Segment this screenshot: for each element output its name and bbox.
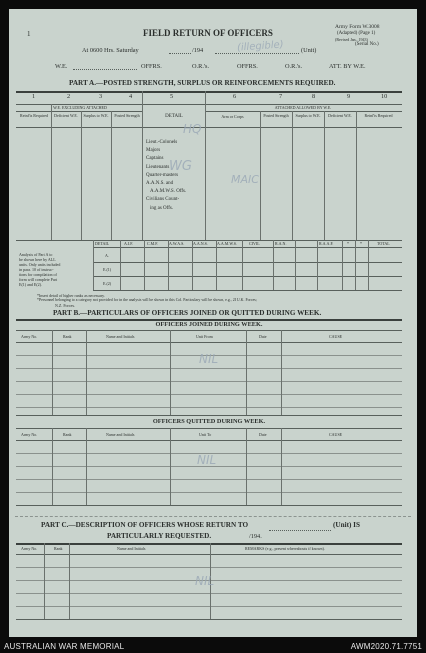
ors-label-2: O.R.'s.	[285, 63, 303, 70]
form-sheet: 1 FIELD RETURN OF OFFICERS Army Form W.3008 (Adapted) (Page 1) (Revised Jan., 1943) (Serial No.) At 0600 Hrs. Saturday /194 (illegible) (Unit) W.E. OFFRS. O.R.'s. OFFRS. O.R.'s. ATT. BY W.E. PART A.—POSTED STRENGTH, SURPLUS OR REINFORCEMENTS REQUIRED. 1 2 3 4 5 6 7 8 9 10 W.E. EXCLUDING ATTACHED ATTACHED ALLOWED BY W.E. Reinf'ts Required Deficient W.E. Surplus to W.E. Posted Strength DETAIL Arm or Corps Posted Strength Surplus to W.E. Deficient W.E. Reinf'ts Required Lieut.-Colonels Majors Captains Lieutenants Quarter-masters A.A.N.S. and A.A.M.W.S. Offs. Civilians Count- ing as Offs. HQ WG MAIC Analysis of Part A to be shown here by ALL units. Only units included in para. 10 of instruc- tions for compilation of form will complete Part E(1) and E(2). DETAIL A.I.F. C.M.F. A.W.A.S. A.A.N.S. A.A.M.W.S. CIVIL R.A.N. R.A.A.F. * * TOTAL A. E.(1) E.(2) *Insert detail of higher ranks as necessary. *Personnel belonging to a category not provided for in the analysis will be shown in this Col. Particulary will be shown, e.g., 2I U.K. Forces; N.Z. Forces. PART B.—PARTICULARS OF OFFICERS JOINED OR QUITTED DURING WEEK. OFFICERS JOINED DURING WEEK. Army No. Rank Name and Initials Unit From Date CAUSE NIL OFFICERS QUITTED DURING WEEK. Army No. Rank Name and Initials Unit To Date CAUSE NIL PART C.—DESCRIPTION OF OFFICERS WHOSE RETURN TO (Unit) IS PARTICULARLY REQUESTED. /194. Army No. Rank Name and Initials REMARKS (e.g., present whereabouts if known). NIL	[9, 9, 417, 637]
rank-list: Lieut.-Colonels Majors Captains Lieutenants Quarter-masters A.A.N.S. and A.A.M.W.S. Offs. Civilians Count- ing as Offs.	[146, 140, 187, 211]
part-c-title-2: PARTICULARLY REQUESTED.	[107, 532, 212, 540]
form-title: FIELD RETURN OF OFFICERS	[143, 28, 273, 38]
at-hours-line: At 0600 Hrs. Saturday	[82, 47, 139, 54]
part-c-unit-is: (Unit) IS	[333, 521, 360, 529]
serial-no-label: (Serial No.)	[355, 42, 379, 47]
army-form-number: Army Form W.3008	[335, 24, 380, 30]
joined-title: OFFICERS JOINED DURING WEEK.	[155, 321, 263, 328]
handwritten-wg: WG	[169, 159, 192, 174]
ors-label: O.R.'s.	[192, 63, 210, 70]
page-mark: 1	[27, 30, 31, 38]
offrs-label-2: OFFRS.	[237, 63, 258, 70]
att-by-we-label: ATT. BY W.E.	[329, 63, 366, 70]
part-b-title: PART B.—PARTICULARS OF OFFICERS JOINED OR QUITTED DURING WEEK.	[53, 309, 322, 317]
part-a-title: PART A.—POSTED STRENGTH, SURPLUS OR REINFORCEMENTS REQUIRED.	[69, 79, 336, 87]
handwritten-maic: MAIC	[231, 173, 259, 186]
handwritten-nil-quitted: NIL	[197, 453, 217, 467]
we-excluding-attached: W.E. EXCLUDING ATTACHED	[53, 105, 107, 110]
adapted-note: (Adapted) (Page 1)	[337, 31, 376, 36]
part-c-year: /194.	[249, 533, 262, 540]
we-label: W.E.	[55, 63, 68, 70]
offrs-label: OFFRS.	[141, 63, 162, 70]
quitted-title: OFFICERS QUITTED DURING WEEK.	[152, 418, 266, 425]
attached-allowed-by-we: ATTACHED ALLOWED BY W.E.	[274, 105, 332, 110]
handwritten-nil-joined: NIL	[199, 352, 219, 366]
perforation-line	[15, 516, 411, 517]
part-c-title-1: PART C.—DESCRIPTION OF OFFICERS WHOSE RETURN TO	[41, 521, 249, 529]
unit-label: (Unit)	[301, 47, 317, 54]
footer-institution: AUSTRALIAN WAR MEMORIAL	[4, 642, 125, 651]
revised-note: (Revised Jan., 1943)	[335, 37, 368, 42]
handwritten-hq: HQ	[183, 122, 202, 136]
footer-accession-number: AWM2020.71.7751	[350, 642, 422, 651]
handwritten-unit: (illegible)	[236, 39, 285, 54]
year-194: /194	[192, 47, 204, 54]
analysis-note: Analysis of Part A to be shown here by ALL units. Only units included in para. 10 of instruc- tions for compilation of form will complete Part E(1) and E(2).	[19, 252, 61, 287]
handwritten-nil-part-c: NIL	[195, 574, 215, 588]
